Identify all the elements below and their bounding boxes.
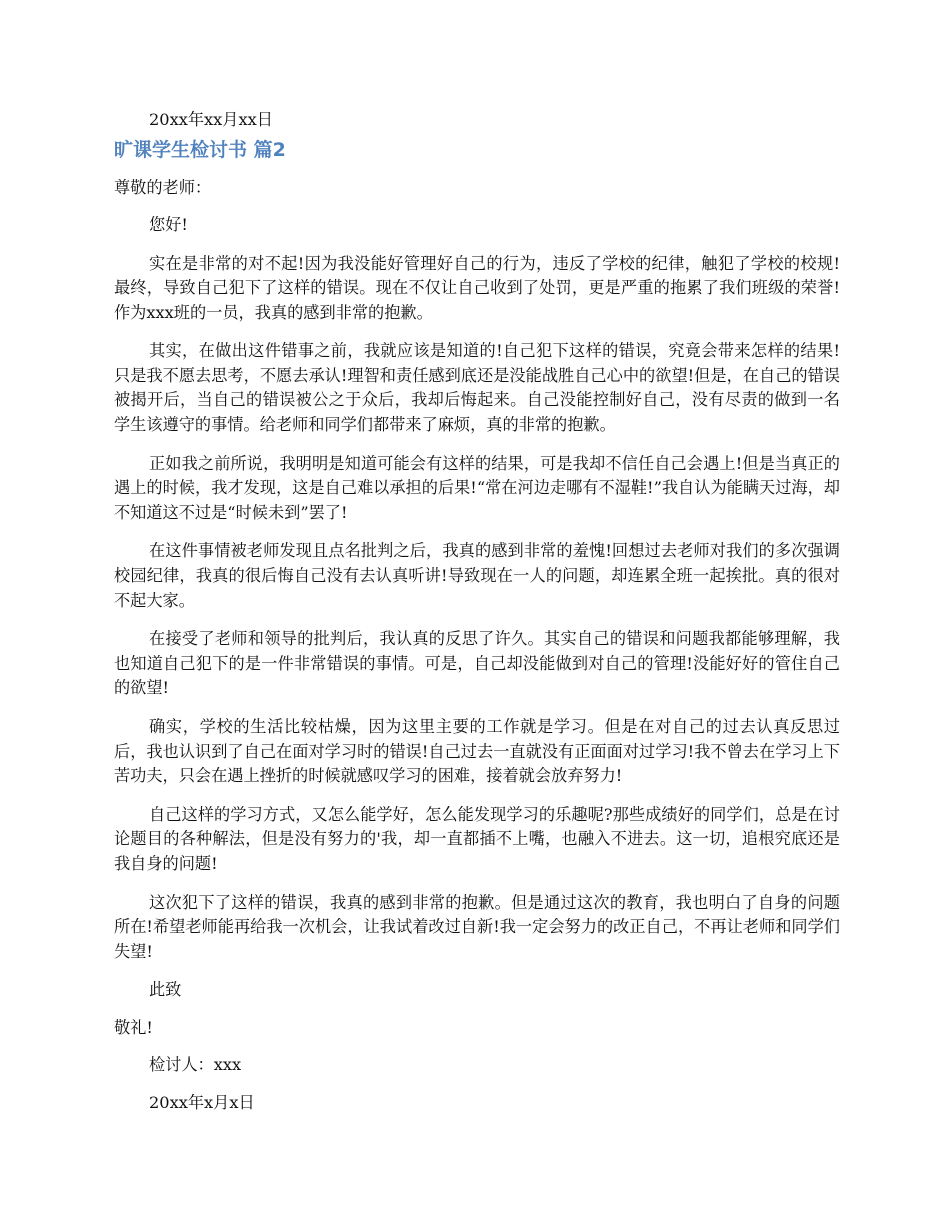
body-paragraph-5: 在接受了老师和领导的批判后，我认真的反思了许久。其实自己的错误和问题我都能够理解，我也知道自己犯下的是一件非常错误的事情。可是，自己却没能做到对自己的管理!没能好好的管住自己的欲望! (114, 629, 840, 698)
greeting: 您好! (149, 215, 188, 234)
body-paragraph-4: 在这件事情被老师发现且点名批判之后，我真的感到非常的羞愧!回想过去老师对我们的多次强调校园纪律，我真的很后悔自己没有去认真听讲!导致现在一人的问题，却连累全班一起挨批。真的很对不起大家。 (114, 541, 840, 610)
signer: 检讨人：xxx (149, 1055, 242, 1075)
document-page (114, 108, 840, 1115)
closing-line-2: 敬礼! (114, 1017, 153, 1037)
salutation: 尊敬的老师： (114, 177, 212, 197)
closing-line-1: 此致 (149, 980, 182, 1000)
document-heading: 旷课学生检讨书 篇2 (114, 138, 286, 161)
signature-date: 20xx年x月x日 (149, 1092, 255, 1112)
body-paragraph-2: 其实，在做出这件错事之前，我就应该是知道的!自己犯下这样的错误，究竟会带来怎样的结果!只是我不愿去思考，不愿去承认!理智和责任感到底还是没能战胜自己心中的欲望!但是，在自己的错误被揭开后，当自己的错误被公之于众后，我却后悔起来。自己没能控制好自己，没有尽责的做到一名学生该遵守的事情。给老师和同学们都带来了麻烦，真的非常的抱歉。 (114, 341, 840, 435)
previous-date: 20xx年xx月xx日 (149, 110, 273, 129)
body-paragraph-8: 这次犯下了这样的错误，我真的感到非常的抱歉。但是通过这次的教育，我也明白了自身的问题所在!希望老师能再给我一次机会，让我试着改过自新!我一定会努力的改正自己，不再让老师和同学们失望! (114, 892, 840, 961)
body-paragraph-3: 正如我之前所说，我明明是知道可能会有这样的结果，可是我却不信任自己会遇上!但是当真正的遇上的时候，我才发现，这是自己难以承担的后果!“常在河边走哪有不湿鞋!”我自认为能瞒天过海，却不知道这不过是“时候未到”罢了! (114, 453, 840, 522)
body-paragraph-6: 确实，学校的生活比较枯燥，因为这里主要的工作就是学习。但是在对自己的过去认真反思过后，我也认识到了自己在面对学习时的错误!自己过去一直就没有正面面对过学习!我不曾去在学习上下苦功夫，只会在遇上挫折的时候就感叹学习的困难，接着就会放弃努力! (114, 717, 840, 786)
body-paragraph-1: 实在是非常的对不起!因为我没能好管理好自己的行为，违反了学校的纪律，触犯了学校的校规!最终，导致自己犯下了这样的错误。现在不仅让自己收到了处罚，更是严重的拖累了我们班级的荣誉!作为xxx班的一员，我真的感到非常的抱歉。 (114, 253, 840, 322)
body-paragraph-7: 自己这样的学习方式，又怎么能学好，怎么能发现学习的乐趣呢?那些成绩好的同学们，总是在讨论题目的各种解法，但是没有努力的'我，却一直都插不上嘴，也融入不进去。这一切，追根究底还是我自身的问题! (114, 804, 840, 873)
